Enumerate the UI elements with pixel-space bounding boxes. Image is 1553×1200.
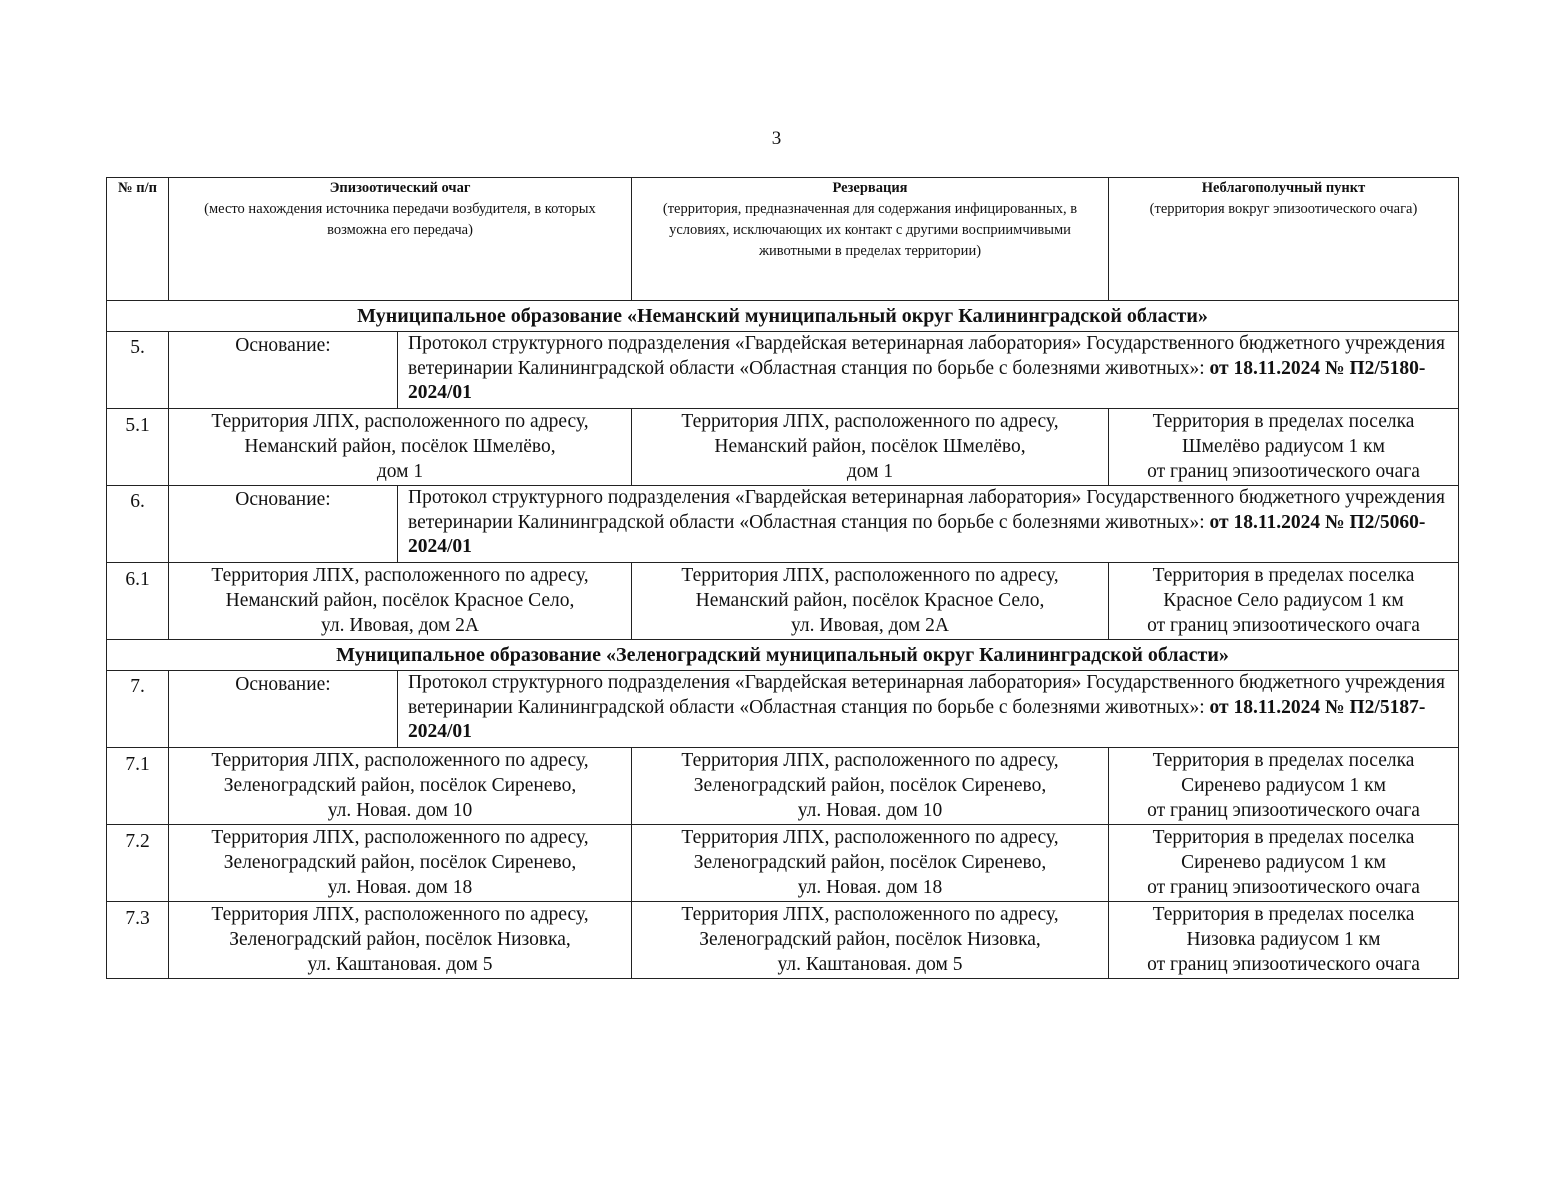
item-point-line: Красное Село радиусом 1 км	[1163, 590, 1404, 611]
item-reservation-line: Территория ЛПХ, расположенного по адресу,	[681, 565, 1059, 586]
item-row	[107, 563, 1459, 640]
item-point-line: от границ эпизоотического очага	[1147, 461, 1420, 482]
item-focus-line: Территория ЛПХ, расположенного по адресу,	[211, 565, 589, 586]
item-point-line: Сиренево радиусом 1 км	[1181, 852, 1386, 873]
item-reservation-line: дом 1	[846, 461, 894, 482]
item-reservation-line: Неманский район, посёлок Красное Село,	[695, 590, 1045, 611]
basis-row	[107, 486, 1459, 563]
basis-description: Протокол структурного подразделения «Гвардейская ветеринарная лаборатория» Государственного бюджетного учреждения ветеринарии Калининградской области «Областная станция по борьбе с болезнями животных»:	[408, 672, 1445, 718]
basis-text	[398, 671, 1459, 748]
item-focus-line: дом 1	[376, 461, 424, 482]
item-point	[1109, 748, 1459, 825]
item-focus-line: Зеленоградский район, посёлок Сиренево,	[223, 852, 577, 873]
basis-description: Протокол структурного подразделения «Гвардейская ветеринарная лаборатория» Государственного бюджетного учреждения ветеринарии Калининградской области «Областная станция по борьбе с болезнями животных»:	[408, 487, 1445, 533]
item-reservation	[632, 748, 1109, 825]
item-reservation-line: Зеленоградский район, посёлок Сиренево,	[693, 775, 1047, 796]
item-row	[107, 825, 1459, 902]
item-point-line: Территория в пределах поселка	[1152, 565, 1415, 586]
section-row	[107, 640, 1459, 671]
item-point	[1109, 825, 1459, 902]
item-focus-line: Территория ЛПХ, расположенного по адресу,	[211, 904, 589, 925]
section-row	[107, 301, 1459, 332]
item-number: 5.1	[107, 409, 169, 486]
page-number: 3	[771, 128, 782, 149]
item-focus-line: ул. Ивовая, дом 2А	[321, 615, 479, 636]
item-point-line: от границ эпизоотического очага	[1147, 615, 1420, 636]
item-focus-line: ул. Каштановая. дом 5	[307, 954, 493, 975]
item-number: 7.1	[107, 748, 169, 825]
item-focus	[169, 902, 632, 979]
item-point-line: Территория в пределах поселка	[1152, 411, 1415, 432]
item-focus	[169, 409, 632, 486]
basis-reference: от 18.11.2024 № П2/5180-2024/01	[408, 357, 1426, 403]
item-reservation-line: Территория ЛПХ, расположенного по адресу,	[681, 827, 1059, 848]
basis-text	[398, 332, 1459, 409]
item-focus	[169, 563, 632, 640]
item-reservation	[632, 825, 1109, 902]
basis-label: Основание:	[169, 486, 398, 563]
group-number: 7.	[107, 671, 169, 748]
header-focus: Эпизоотический очаг (место нахождения источника передачи возбудителя, в которых возможна его передача)	[169, 178, 632, 301]
header-reservation: Резервация (территория, предназначенная для содержания инфицированных, в условиях, исключающих их контакт с другими восприимчивыми животными в пределах территории)	[632, 178, 1109, 301]
item-row	[107, 748, 1459, 825]
item-point-line: от границ эпизоотического очага	[1147, 954, 1420, 975]
item-focus	[169, 825, 632, 902]
item-focus-line: Территория ЛПХ, расположенного по адресу,	[211, 411, 589, 432]
header-point: Неблагополучный пункт (территория вокруг эпизоотического очага)	[1109, 178, 1459, 301]
item-focus	[169, 748, 632, 825]
item-reservation-line: Территория ЛПХ, расположенного по адресу,	[681, 411, 1059, 432]
basis-reference: от 18.11.2024 № П2/5187-2024/01	[408, 696, 1426, 742]
item-focus-line: Зеленоградский район, посёлок Низовка,	[229, 929, 571, 950]
item-reservation	[632, 902, 1109, 979]
item-number: 7.2	[107, 825, 169, 902]
item-reservation-line: Зеленоградский район, посёлок Сиренево,	[693, 852, 1047, 873]
item-point-line: Территория в пределах поселка	[1152, 827, 1415, 848]
item-number: 6.1	[107, 563, 169, 640]
item-reservation-line: ул. Новая. дом 10	[797, 800, 943, 821]
item-focus-line: Неманский район, посёлок Шмелёво,	[244, 436, 556, 457]
item-focus-line: ул. Новая. дом 10	[327, 800, 473, 821]
item-reservation-line: ул. Ивовая, дом 2А	[791, 615, 949, 636]
basis-row	[107, 671, 1459, 748]
item-point	[1109, 409, 1459, 486]
item-point-line: Низовка радиусом 1 км	[1186, 929, 1381, 950]
item-focus-line: Зеленоградский район, посёлок Сиренево,	[223, 775, 577, 796]
item-reservation-line: ул. Каштановая. дом 5	[777, 954, 963, 975]
item-focus-line: Территория ЛПХ, расположенного по адресу,	[211, 750, 589, 771]
item-point-line: Территория в пределах поселка	[1152, 750, 1415, 771]
item-point	[1109, 563, 1459, 640]
table-body	[107, 178, 1459, 979]
item-point-line: Территория в пределах поселка	[1152, 904, 1415, 925]
basis-reference: от 18.11.2024 № П2/5060-2024/01	[408, 511, 1426, 557]
item-number: 7.3	[107, 902, 169, 979]
table-header-row	[107, 178, 1459, 301]
basis-label: Основание:	[169, 671, 398, 748]
item-row	[107, 409, 1459, 486]
item-reservation-line: Территория ЛПХ, расположенного по адресу,	[681, 750, 1059, 771]
item-reservation-line: ул. Новая. дом 18	[797, 877, 943, 898]
basis-row	[107, 332, 1459, 409]
item-focus-line: Территория ЛПХ, расположенного по адресу,	[211, 827, 589, 848]
item-reservation-line: Зеленоградский район, посёлок Низовка,	[699, 929, 1041, 950]
header-num: № п/п	[107, 178, 169, 301]
basis-description: Протокол структурного подразделения «Гвардейская ветеринарная лаборатория» Государственного бюджетного учреждения ветеринарии Калининградской области «Областная станция по борьбе с болезнями животных»:	[408, 333, 1445, 379]
section-title: Муниципальное образование «Зеленоградский муниципальный округ Калининградской области»	[107, 640, 1459, 671]
item-focus-line: ул. Новая. дом 18	[327, 877, 473, 898]
basis-label: Основание:	[169, 332, 398, 409]
item-reservation-line: Неманский район, посёлок Шмелёво,	[714, 436, 1026, 457]
group-number: 5.	[107, 332, 169, 409]
section-title: Муниципальное образование «Неманский муниципальный округ Калининградской области»	[107, 301, 1459, 332]
basis-text	[398, 486, 1459, 563]
item-reservation	[632, 409, 1109, 486]
item-point	[1109, 902, 1459, 979]
group-number: 6.	[107, 486, 169, 563]
item-row	[107, 902, 1459, 979]
item-point-line: Сиренево радиусом 1 км	[1181, 775, 1386, 796]
item-point-line: Шмелёво радиусом 1 км	[1182, 436, 1385, 457]
item-focus-line: Неманский район, посёлок Красное Село,	[225, 590, 575, 611]
item-point-line: от границ эпизоотического очага	[1147, 800, 1420, 821]
epizootic-table	[106, 177, 1459, 979]
item-reservation-line: Территория ЛПХ, расположенного по адресу,	[681, 904, 1059, 925]
item-point-line: от границ эпизоотического очага	[1147, 877, 1420, 898]
item-reservation	[632, 563, 1109, 640]
